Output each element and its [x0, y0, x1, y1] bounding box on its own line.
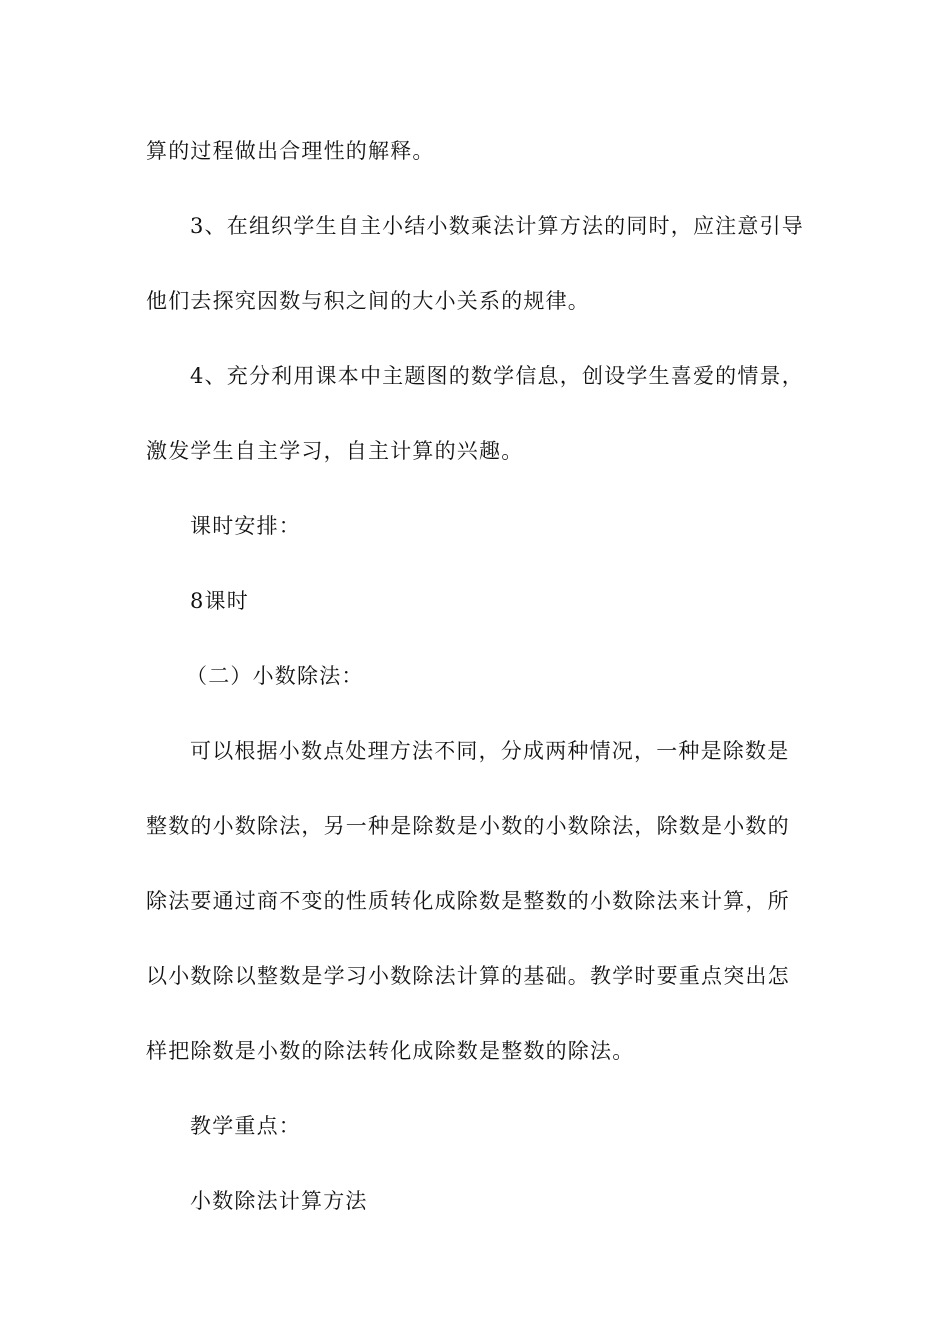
- section-heading: 教学重点：: [190, 1114, 301, 1138]
- paragraph-line: 他们去探究因数与积之间的大小关系的规律。: [146, 289, 590, 313]
- paragraph-line: 样把除数是小数的除法转化成除数是整数的除法。: [146, 1039, 635, 1063]
- paragraph-line: 除法要通过商不变的性质转化成除数是整数的小数除法来计算，所: [146, 889, 790, 913]
- paragraph-line: 可以根据小数点处理方法不同，分成两种情况，一种是除数是: [190, 739, 790, 763]
- section-heading: 课时安排：: [190, 514, 301, 538]
- paragraph-line: 算的过程做出合理性的解释。: [146, 139, 435, 163]
- paragraph-line: 8课时: [190, 589, 249, 613]
- paragraph-line: 激发学生自主学习，自主计算的兴趣。: [146, 439, 524, 463]
- paragraph-line: 3、在组织学生自主小结小数乘法计算方法的同时，应注意引导: [190, 214, 804, 238]
- paragraph-line: 小数除法计算方法: [190, 1189, 368, 1213]
- paragraph-line: 整数的小数除法，另一种是除数是小数的小数除法，除数是小数的: [146, 814, 790, 838]
- paragraph-line: 4、充分利用课本中主题图的数学信息，创设学生喜爱的情景，: [190, 364, 804, 388]
- section-heading: （二）小数除法：: [186, 664, 364, 688]
- paragraph-line: 以小数除以整数是学习小数除法计算的基础。教学时要重点突出怎: [146, 964, 790, 988]
